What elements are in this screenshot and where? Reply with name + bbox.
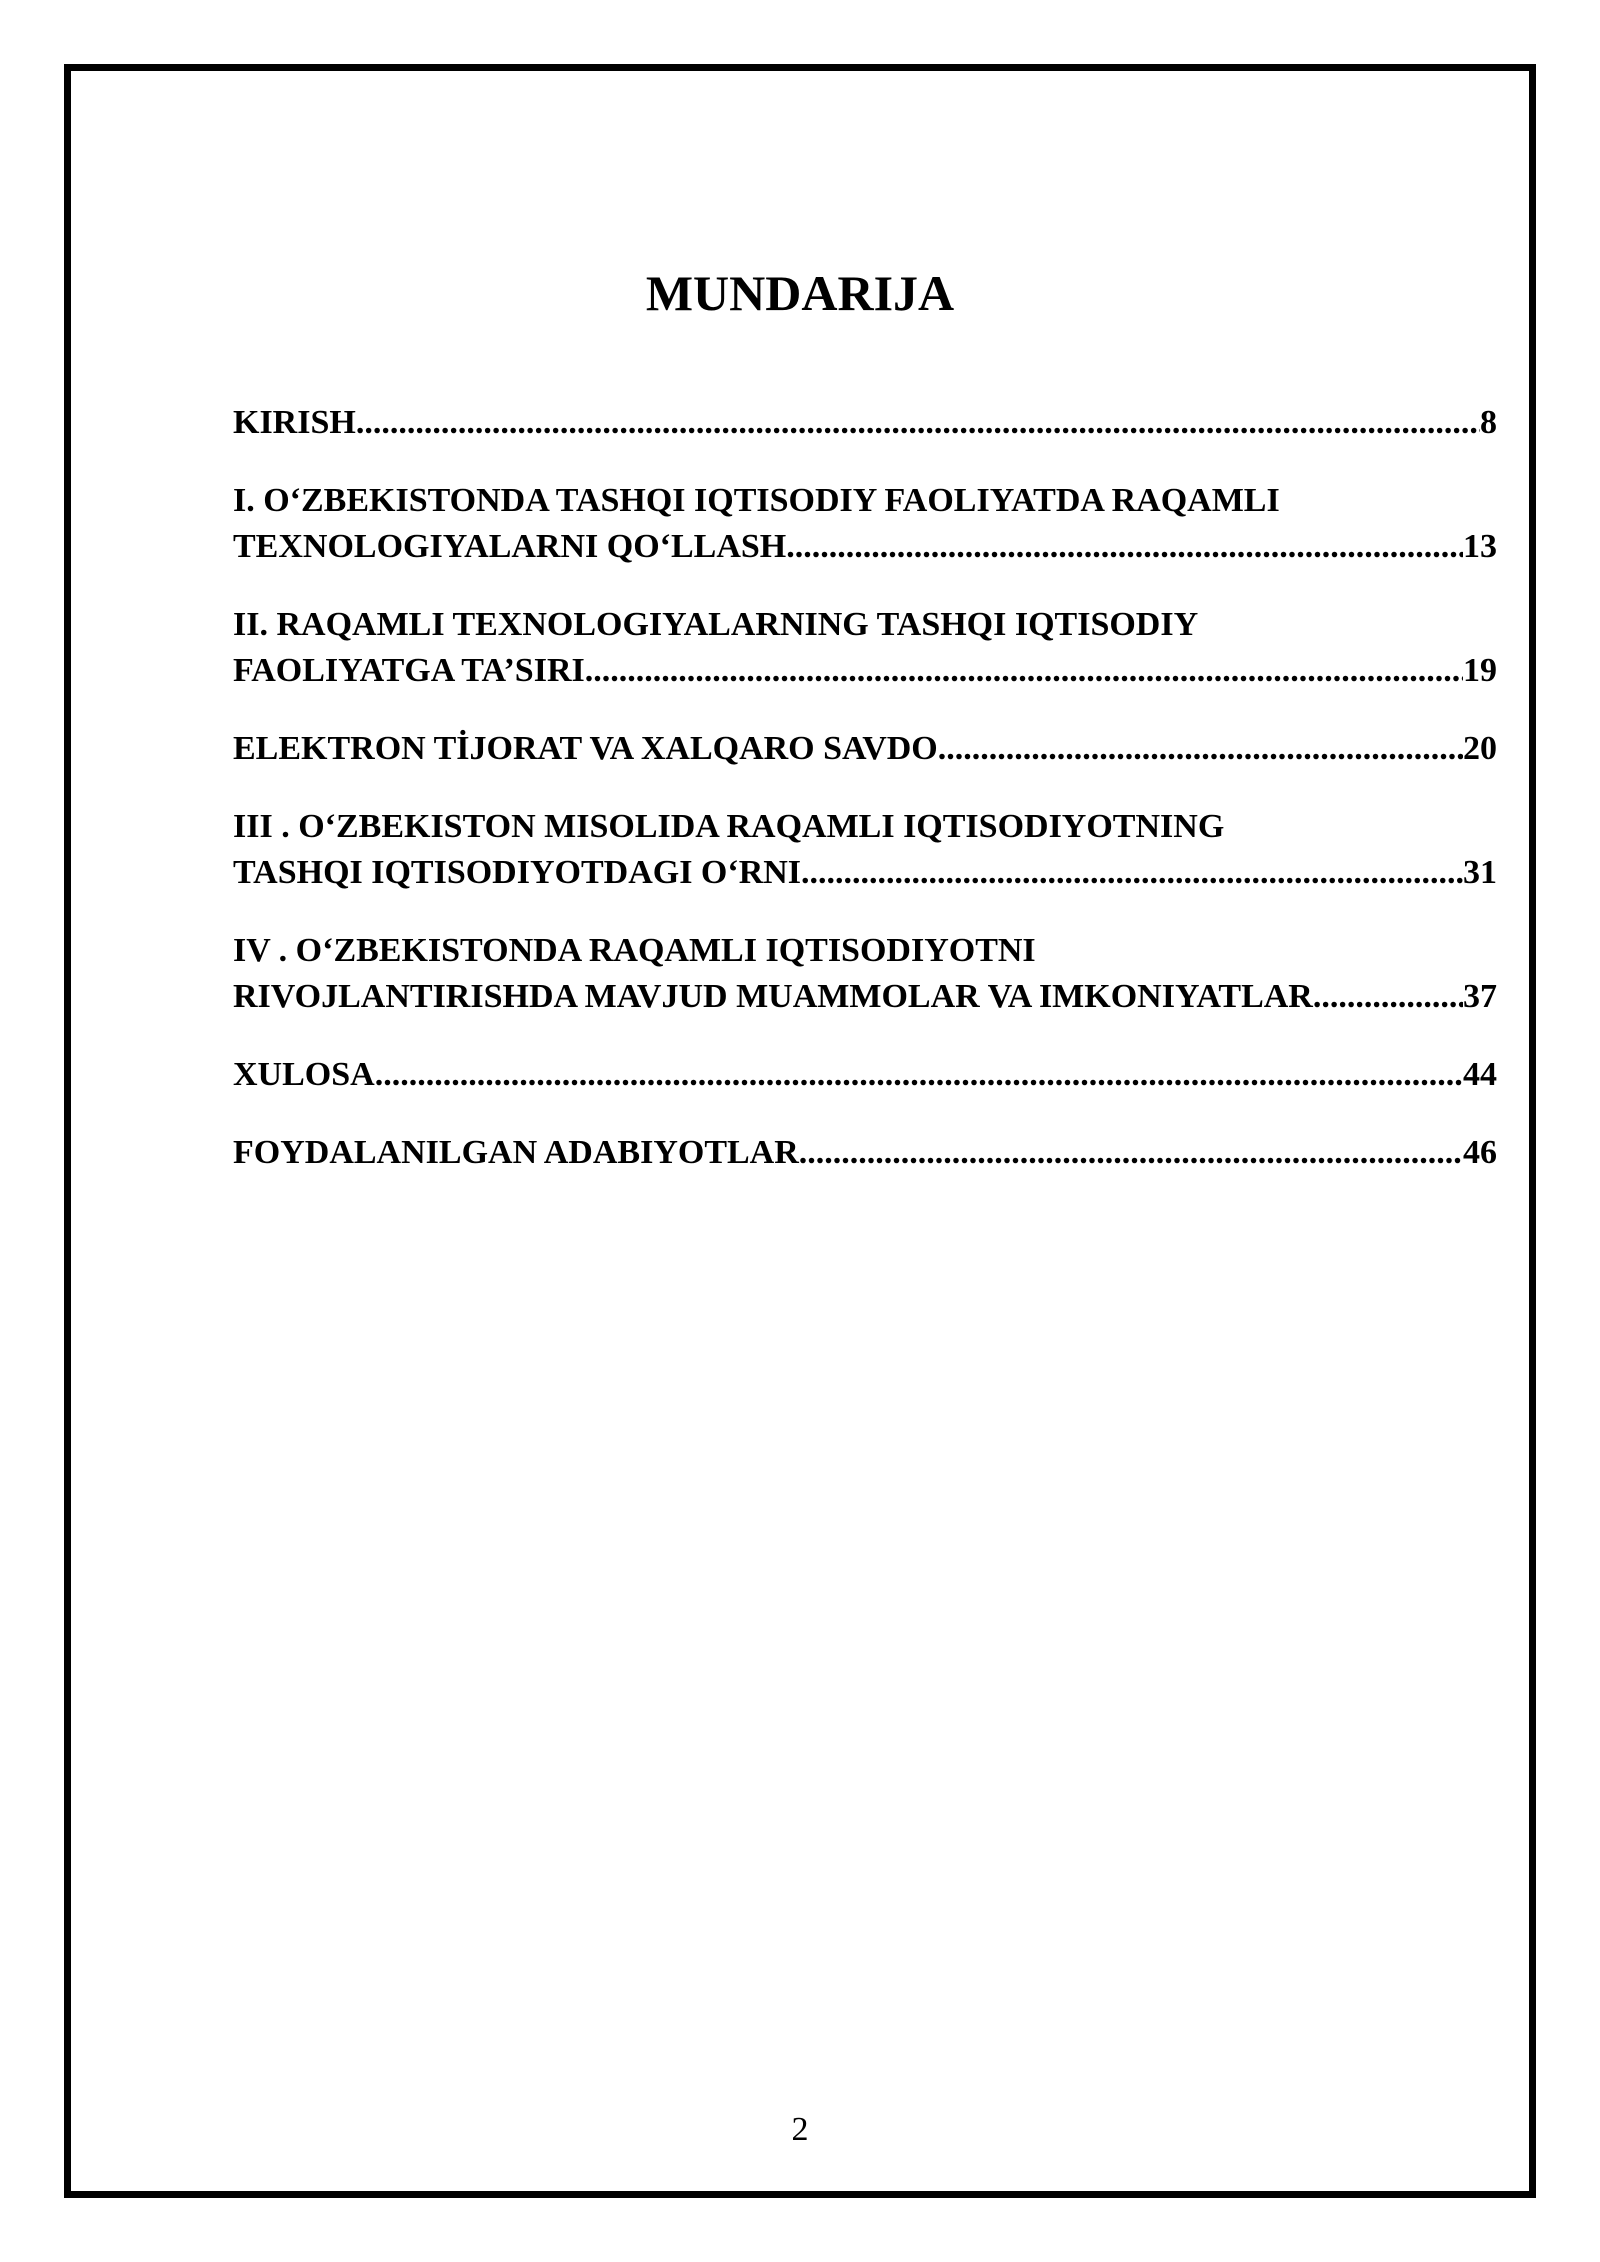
toc-entry-text: RIVOJLANTIRISHDA MAVJUD MUAMMOLAR VA IMKONIYATLAR [233,978,1313,1015]
toc-dot-leader [786,524,1463,570]
toc-entry-text: TEXNOLOGIYALARNI QO‘LLASH [233,528,787,565]
toc-page-number: 19 [1463,652,1497,689]
toc-entry-line [233,400,1497,446]
toc-dot-leader [801,850,1463,896]
toc-entry-text: XULOSA [233,1056,375,1093]
toc-entry-line [233,974,1497,1020]
toc-entry-line [233,1052,1497,1098]
toc-entry-text: TASHQI IQTISODIYOTDAGI O‘RNI [233,854,802,891]
toc-entry-chapter-3[interactable] [233,804,1497,896]
toc-entry-xulosa[interactable] [233,1052,1497,1098]
toc-entry-chapter-2[interactable] [233,602,1497,694]
toc-entry-line [233,648,1497,694]
toc-entry-heading: IV . O‘ZBEKISTONDA RAQAMLI IQTISODIYOTNI [233,932,1036,969]
toc-page-number: 44 [1463,1056,1497,1093]
toc-entry-text: FAOLIYATGA TA’SIRI [233,652,585,689]
toc-entry-chapter-1[interactable] [233,478,1497,570]
toc-entry-kirish[interactable] [233,400,1497,446]
table-of-contents [233,400,1497,1176]
toc-dot-leader [356,400,1480,446]
toc-entry-heading: I. O‘ZBEKISTONDA TASHQI IQTISODIY FAOLIYATDA RAQAMLI [233,482,1280,519]
toc-entry-heading: II. RAQAMLI TEXNOLOGIYALARNING TASHQI IQTISODIY [233,606,1199,643]
toc-title: MUNDARIJA [645,265,955,321]
toc-entry-text: ELEKTRON TİJORAT VA XALQARO SAVDO [233,730,938,767]
toc-page-number: 37 [1463,978,1497,1015]
toc-dot-leader [799,1130,1463,1176]
toc-page-number: 8 [1480,404,1497,441]
toc-entry-line [233,524,1497,570]
toc-page-number: 20 [1463,730,1497,767]
toc-dot-leader [375,1052,1463,1098]
toc-entry-line [233,726,1497,772]
page-number: 2 [791,2111,809,2148]
toc-dot-leader [938,726,1463,772]
toc-dot-leader [1313,974,1463,1020]
toc-page-number: 31 [1463,854,1497,891]
toc-entry-line [233,1130,1497,1176]
toc-page-number: 46 [1463,1134,1497,1171]
toc-entry-adabiyotlar[interactable] [233,1130,1497,1176]
toc-entry-text: FOYDALANILGAN ADABIYOTLAR [233,1134,799,1171]
toc-entry-heading: III . O‘ZBEKISTON MISOLIDA RAQAMLI IQTISODIYOTNING [233,808,1225,845]
toc-entry-text: KIRISH [233,404,356,441]
toc-entry-line [233,850,1497,896]
toc-dot-leader [585,648,1463,694]
toc-entry-chapter-4[interactable] [233,928,1497,1020]
toc-entry-elektron-tijorat[interactable] [233,726,1497,772]
toc-page-number: 13 [1463,528,1497,565]
